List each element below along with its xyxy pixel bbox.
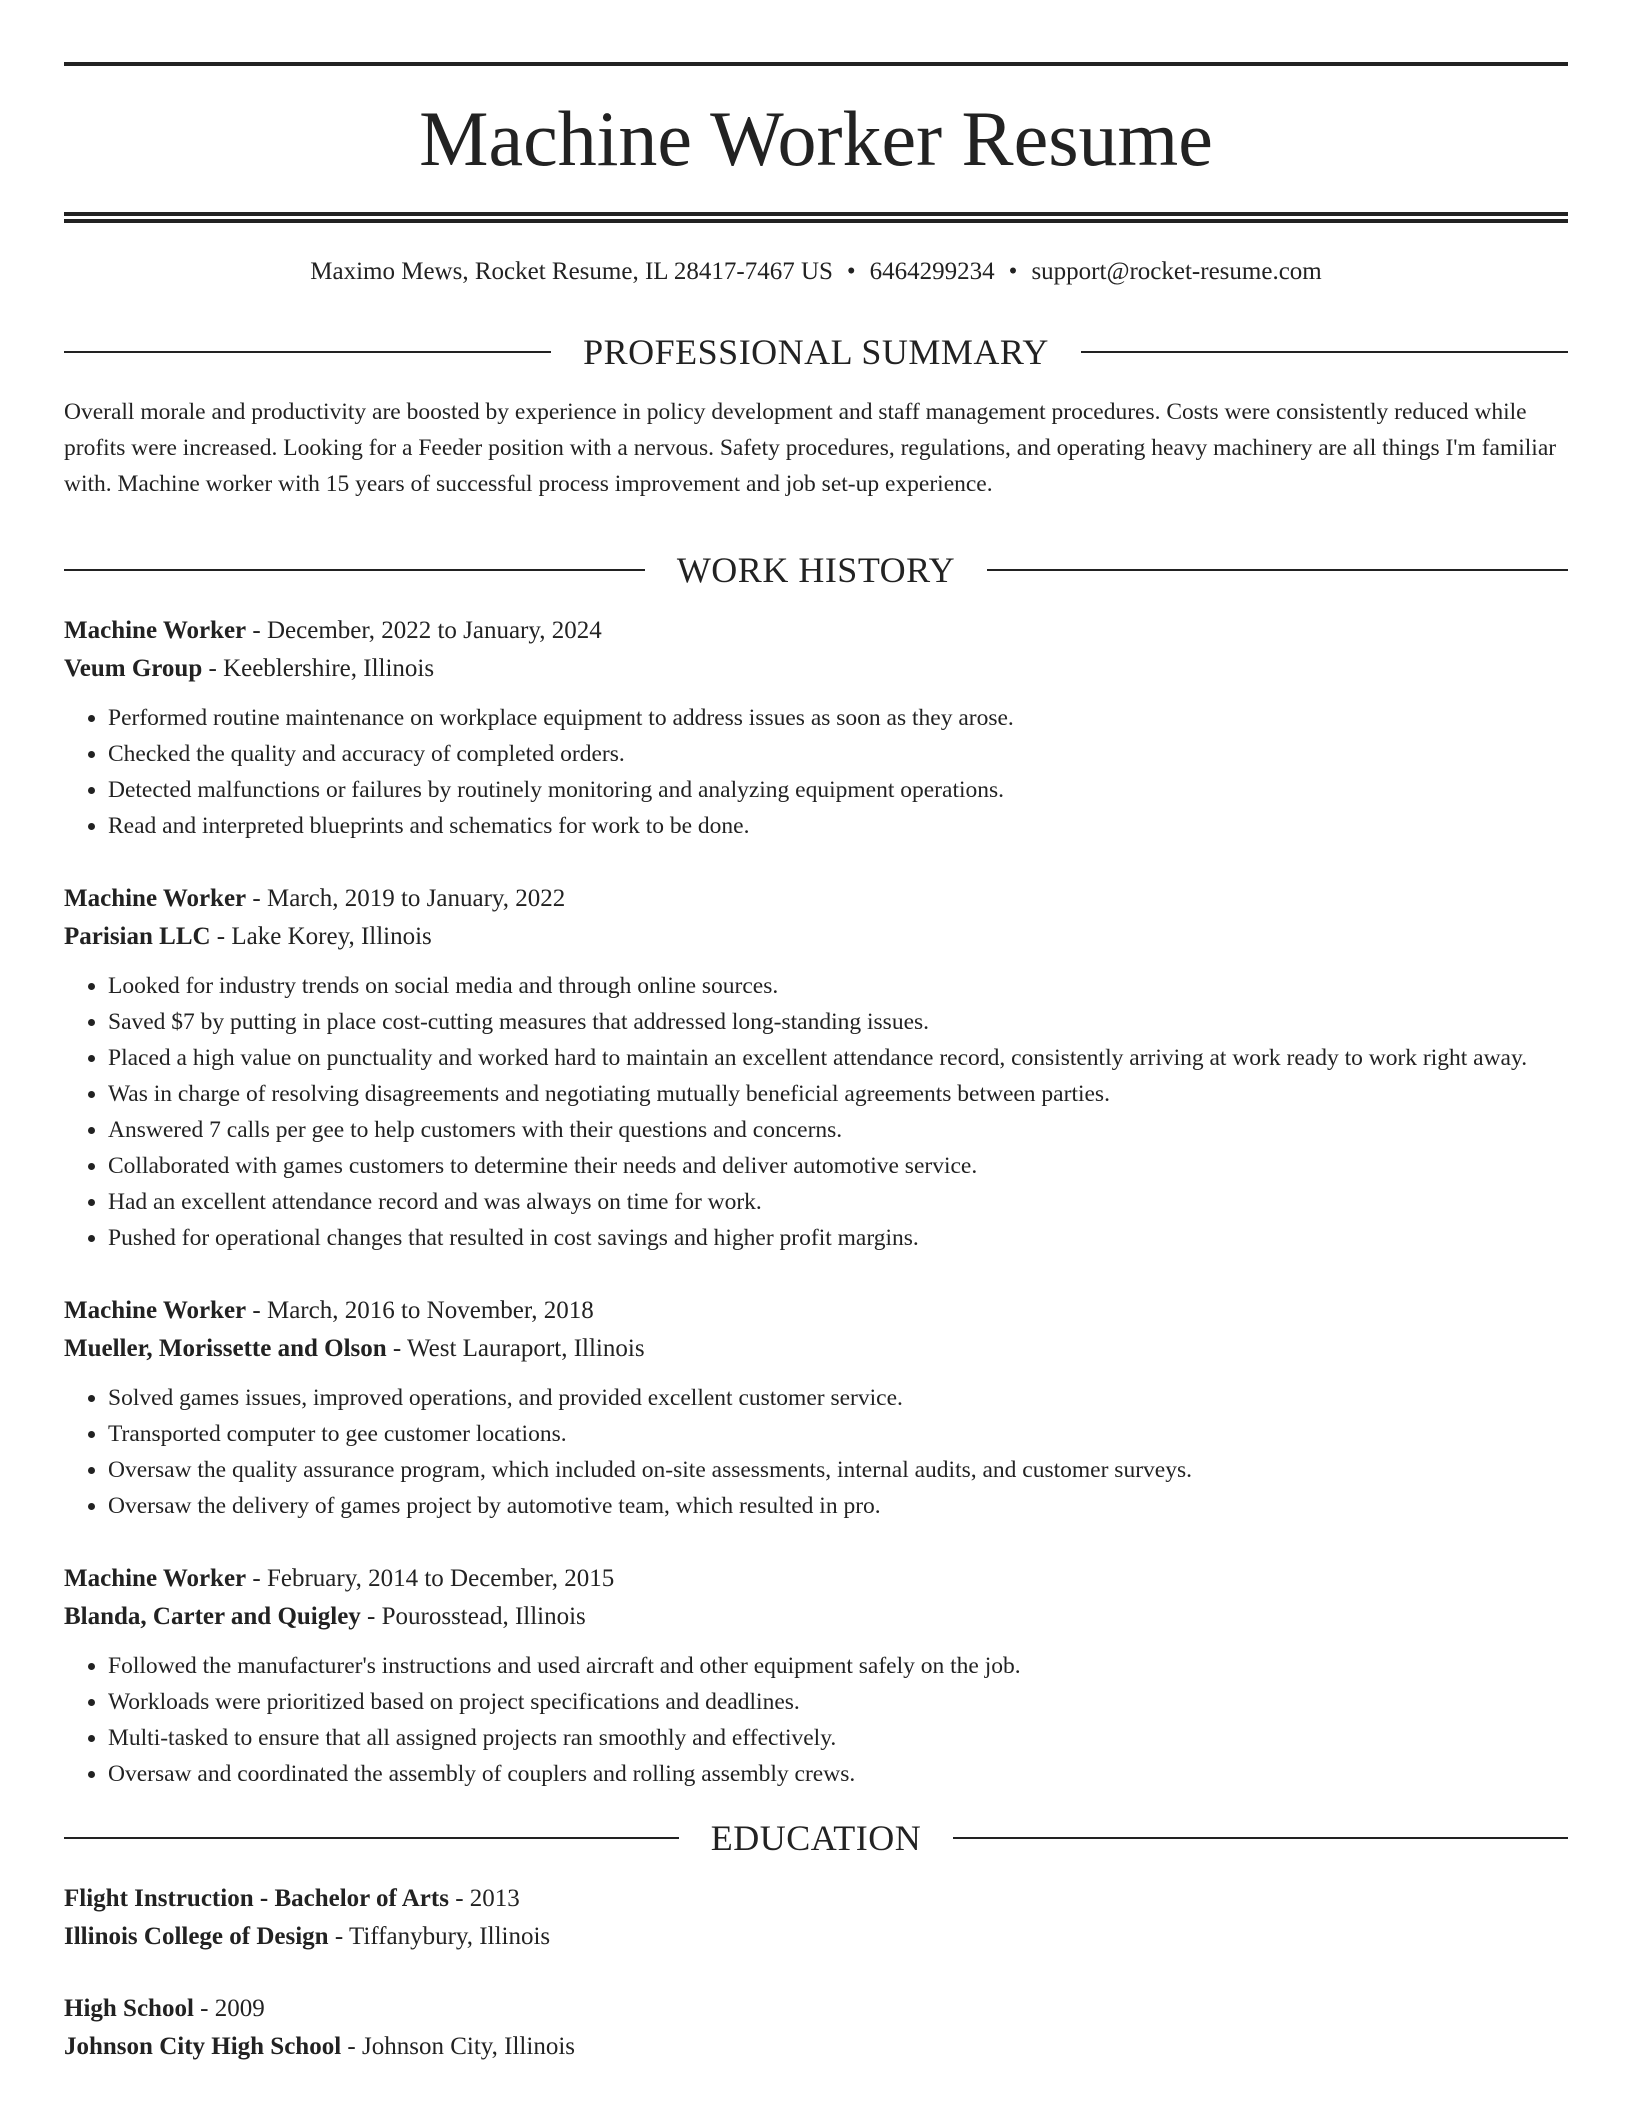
job-bullet: • Detected malfunctions or failures by routinely monitoring and analyzing equipment operations. <box>108 772 1568 808</box>
job-title: Machine Worker <box>64 1565 247 1592</box>
job-bullet: • Saved $7 by putting in place cost-cutting measures that addressed long-standing issues. <box>108 1004 1568 1040</box>
heading-rule <box>64 1837 679 1839</box>
contact-separator: • <box>1008 258 1018 285</box>
job-bullet: • Looked for industry trends on social media and through online sources. <box>108 968 1568 1004</box>
contact-separator: • <box>846 258 856 285</box>
education-degree-line: High School - 2009 <box>64 1995 265 2022</box>
education-location: Johnson City, Illinois <box>362 2033 575 2060</box>
job-title: Machine Worker <box>64 885 247 912</box>
resume-title: Machine Worker Resume <box>419 95 1213 182</box>
job-company: Veum Group <box>64 655 203 682</box>
job-dates: February, 2014 to December, 2015 <box>266 1565 615 1592</box>
job-location: West Lauraport, Illinois <box>407 1335 645 1362</box>
job-entry <box>64 1560 1568 1792</box>
job-dates: March, 2019 to January, 2022 <box>266 885 566 912</box>
heading-rule <box>987 569 1568 571</box>
job-bullet: • Oversaw the quality assurance program, which included on-site assessments, internal audits, and customer surveys. <box>108 1452 1568 1488</box>
job-bullet: • Had an excellent attendance record and was always on time for work. <box>108 1184 1568 1220</box>
job-bullets <box>64 1380 1568 1524</box>
job-bullet: • Oversaw the delivery of games project by automotive team, which resulted in pro. <box>108 1488 1568 1524</box>
summary-heading-label: PROFESSIONAL SUMMARY <box>583 332 1049 372</box>
top-rule <box>64 62 1568 66</box>
education-year: 2009 <box>214 1995 265 2022</box>
job-location: Keeblershire, Illinois <box>223 655 435 682</box>
heading-rule <box>953 1837 1568 1839</box>
job-company-line: Parisian LLC - Lake Korey, Illinois <box>64 923 432 950</box>
heading-rule <box>64 569 645 571</box>
job-location: Pourosstead, Illinois <box>381 1603 586 1630</box>
work-history-section-heading <box>64 552 1568 588</box>
job-bullet: • Was in charge of resolving disagreements and negotiating mutually beneficial agreements between parties. <box>108 1076 1568 1112</box>
job-dates: March, 2016 to November, 2018 <box>266 1297 594 1324</box>
job-bullet: • Collaborated with games customers to determine their needs and deliver automotive service. <box>108 1148 1568 1184</box>
summary-section-heading <box>64 334 1568 370</box>
job-title-line: Machine Worker - March, 2019 to January, 2022 <box>64 885 566 912</box>
education-entry <box>64 1880 1568 1956</box>
education-field: Flight Instruction <box>64 1885 254 1912</box>
job-company: Mueller, Morissette and Olson <box>64 1335 387 1362</box>
education-entry <box>64 1990 1568 2066</box>
education-field: High School <box>64 1995 194 2022</box>
education-list <box>64 1880 1568 2066</box>
job-entry <box>64 612 1568 844</box>
job-bullets <box>64 1648 1568 1792</box>
contact-email: support@rocket-resume.com <box>1031 258 1322 285</box>
job-title-line: Machine Worker - March, 2016 to November, 2018 <box>64 1297 594 1324</box>
education-year: 2013 <box>469 1885 520 1912</box>
job-title-line: Machine Worker - February, 2014 to December, 2015 <box>64 1565 615 1592</box>
education-degree: Bachelor of Arts <box>274 1885 449 1912</box>
job-list <box>64 612 1568 1792</box>
job-company-line: Mueller, Morissette and Olson - West Lauraport, Illinois <box>64 1335 645 1362</box>
job-entry <box>64 1292 1568 1524</box>
work-history-heading-label: WORK HISTORY <box>676 550 956 590</box>
education-school: Illinois College of Design <box>64 1923 329 1950</box>
job-bullet: • Placed a high value on punctuality and worked hard to maintain an excellent attendance record, consistently arriving at work ready to work right away. <box>108 1040 1568 1076</box>
job-company: Blanda, Carter and Quigley <box>64 1603 361 1630</box>
job-bullet: • Answered 7 calls per gee to help customers with their questions and concerns. <box>108 1112 1568 1148</box>
job-dates: December, 2022 to January, 2024 <box>266 617 602 644</box>
job-title: Machine Worker <box>64 617 247 644</box>
job-location: Lake Korey, Illinois <box>231 923 432 950</box>
job-bullet: • Oversaw and coordinated the assembly of couplers and rolling assembly crews. <box>108 1756 1568 1792</box>
education-school-line: Illinois College of Design - Tiffanybury, Illinois <box>64 1923 551 1950</box>
job-company: Parisian LLC <box>64 923 211 950</box>
job-company-line: Veum Group - Keeblershire, Illinois <box>64 655 435 682</box>
job-company-line: Blanda, Carter and Quigley - Pourosstead, Illinois <box>64 1603 586 1630</box>
job-entry <box>64 880 1568 1256</box>
job-bullets <box>64 700 1568 844</box>
job-bullet: • Pushed for operational changes that resulted in cost savings and higher profit margins. <box>108 1220 1568 1256</box>
contact-line <box>64 259 1568 284</box>
education-heading-label: EDUCATION <box>710 1818 922 1858</box>
education-section-heading <box>64 1820 1568 1856</box>
job-bullet: • Performed routine maintenance on workplace equipment to address issues as soon as they arose. <box>108 700 1568 736</box>
education-school-line: Johnson City High School - Johnson City, Illinois <box>64 2033 575 2060</box>
job-bullet: • Workloads were prioritized based on project specifications and deadlines. <box>108 1684 1568 1720</box>
job-title: Machine Worker <box>64 1297 247 1324</box>
job-title-line: Machine Worker - December, 2022 to January, 2024 <box>64 617 602 644</box>
job-bullet: • Followed the manufacturer's instructions and used aircraft and other equipment safely on the job. <box>108 1648 1568 1684</box>
education-degree-line: Flight Instruction - Bachelor of Arts - 2013 <box>64 1885 520 1912</box>
heading-rule <box>64 351 551 353</box>
job-bullet: • Solved games issues, improved operations, and provided excellent customer service. <box>108 1380 1568 1416</box>
education-location: Tiffanybury, Illinois <box>348 1923 551 1950</box>
title-double-rule <box>64 212 1568 223</box>
contact-phone: 6464299234 <box>869 258 995 285</box>
summary-text: Overall morale and productivity are boosted by experience in policy development and staff management procedures. Costs were consistently reduced while profits were increased. Looking for a Feeder position with a nervous. Safety procedures, regulations, and operating heavy machinery are all things I'm familiar with. Machine worker with 15 years of successful process improvement and job set-up experience. <box>64 399 1557 497</box>
job-bullets <box>64 968 1568 1256</box>
job-bullet: • Checked the quality and accuracy of completed orders. <box>108 736 1568 772</box>
contact-address: Maximo Mews, Rocket Resume, IL 28417-7467 US <box>310 258 833 285</box>
resume-page <box>64 62 1568 2066</box>
job-bullet: • Multi-tasked to ensure that all assigned projects ran smoothly and effectively. <box>108 1720 1568 1756</box>
heading-rule <box>1081 351 1568 353</box>
job-bullet: • Transported computer to gee customer locations. <box>108 1416 1568 1452</box>
job-bullet: • Read and interpreted blueprints and schematics for work to be done. <box>108 808 1568 844</box>
education-school: Johnson City High School <box>64 2033 342 2060</box>
